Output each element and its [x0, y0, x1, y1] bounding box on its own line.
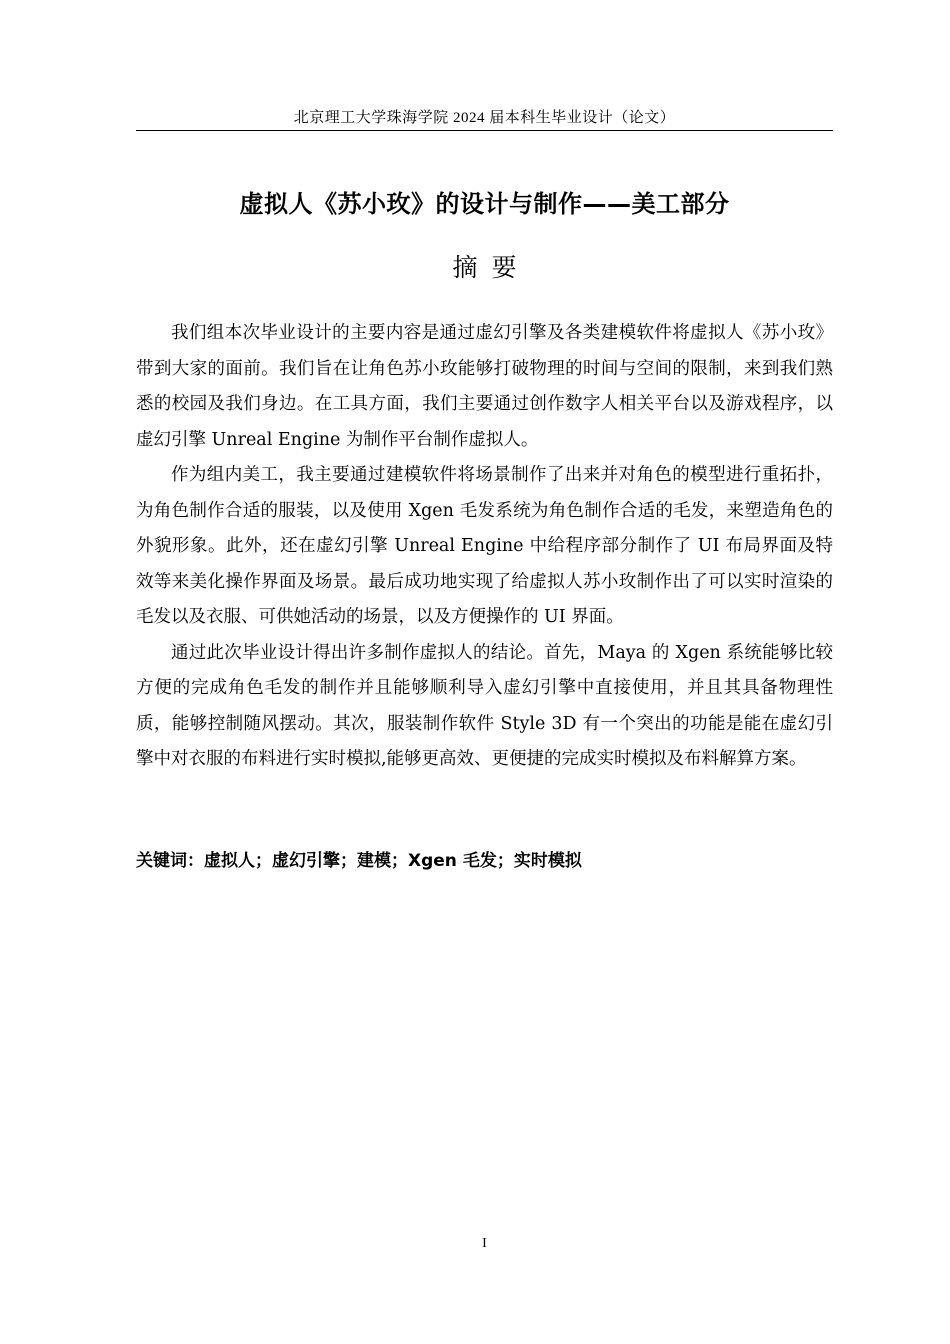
header-rule: [136, 130, 833, 131]
abstract-paragraph-2: 作为组内美工，我主要通过建模软件将场景制作了出来并对角色的模型进行重拓扑，为角色制作合适的服装，以及使用 Xgen 毛发系统为角色制作合适的毛发，来塑造角色的外貌形象。此外，还在虚幻引擎 Unreal Engine 中给程序部分制作了 UI 布局界面及特效等来美化操作界面及场景。最后成功地实现了给虚拟人苏小玫制作出了可以实时渲染的毛发以及衣服、可供她活动的场景，以及方便操作的 UI 界面。: [136, 465, 833, 627]
page-number: I: [482, 1236, 487, 1251]
paper-title: 虚拟人《苏小玫》的设计与制作——美工部分: [239, 190, 730, 218]
abstract-body: [136, 316, 833, 778]
abstract-heading: 摘要: [452, 253, 531, 282]
running-header: 北京理工大学珠海学院 2024 届本科生毕业设计（论文）: [293, 110, 676, 126]
keywords-line: 关键词：虚拟人；虚幻引擎；建模；Xgen 毛发；实时模拟: [136, 851, 582, 871]
abstract-paragraph-1: 我们组本次毕业设计的主要内容是通过虚幻引擎及各类建模软件将虚拟人《苏小玫》带到大家的面前。我们旨在让角色苏小玫能够打破物理的时间与空间的限制，来到我们熟悉的校园及我们身边。在工具方面，我们主要通过创作数字人相关平台以及游戏程序，以虚幻引擎 Unreal Engine 为制作平台制作虚拟人。: [136, 323, 833, 450]
abstract-paragraph-3: 通过此次毕业设计得出许多制作虚拟人的结论。首先，Maya 的 Xgen 系统能够比较方便的完成角色毛发的制作并且能够顺利导入虚幻引擎中直接使用，并且其具备物理性质，能够控制随风摆动。其次，服装制作软件 Style 3D 有一个突出的功能是能在虚幻引擎中对衣服的布料进行实时模拟,能够更高效、更便捷的完成实时模拟及布料解算方案。: [136, 642, 833, 769]
